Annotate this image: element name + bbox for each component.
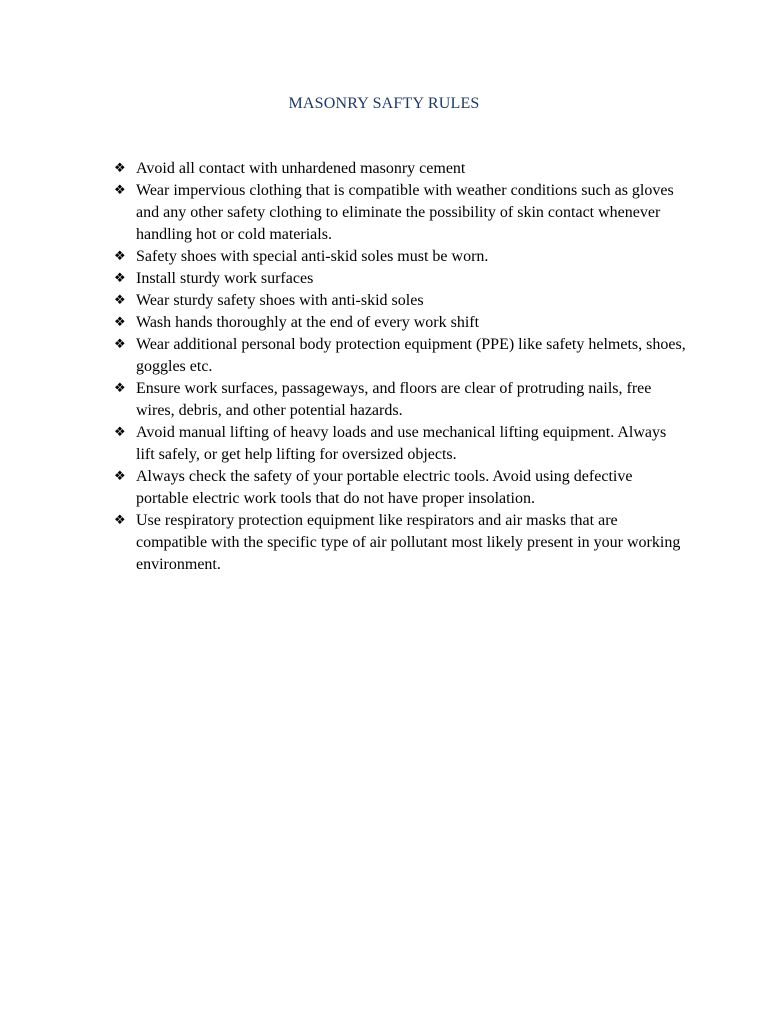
list-item — [114, 268, 686, 290]
list-item — [114, 334, 686, 378]
list-item — [114, 378, 686, 422]
diamond-bullet-icon: ❖ — [114, 337, 126, 352]
rule-text: Safety shoes with special anti-skid soles must be worn. — [136, 248, 489, 265]
rule-text: Wear additional personal body protection equipment (PPE) like safety helmets, shoes, goggles etc. — [136, 336, 686, 375]
rule-text: Wear sturdy safety shoes with anti-skid soles — [136, 292, 424, 309]
safety-rules-list — [114, 158, 686, 576]
diamond-bullet-icon: ❖ — [114, 381, 126, 396]
rule-text: Install sturdy work surfaces — [136, 270, 314, 287]
diamond-bullet-icon: ❖ — [114, 183, 126, 198]
list-item — [114, 290, 686, 312]
list-item — [114, 466, 686, 510]
diamond-bullet-icon: ❖ — [114, 425, 126, 440]
list-item — [114, 158, 686, 180]
rule-text: Avoid all contact with unhardened masonry cement — [136, 160, 466, 177]
rule-text: Wear impervious clothing that is compatible with weather conditions such as gloves and any other safety clothing to eliminate the possibility of skin contact whenever handling hot or cold materials. — [136, 182, 674, 243]
rule-text: Use respiratory protection equipment like respirators and air masks that are compatible with the specific type of air pollutant most likely present in your working environment. — [136, 512, 681, 573]
diamond-bullet-icon: ❖ — [114, 469, 126, 484]
rule-text: Avoid manual lifting of heavy loads and use mechanical lifting equipment. Always lift safely, or get help lifting for oversized objects. — [136, 424, 667, 463]
diamond-bullet-icon: ❖ — [114, 161, 126, 176]
list-item — [114, 510, 686, 576]
list-item — [114, 180, 686, 246]
list-item — [114, 312, 686, 334]
list-item — [114, 422, 686, 466]
diamond-bullet-icon: ❖ — [114, 293, 126, 308]
diamond-bullet-icon: ❖ — [114, 315, 126, 330]
diamond-bullet-icon: ❖ — [114, 249, 126, 264]
diamond-bullet-icon: ❖ — [114, 271, 126, 286]
rule-text: Wash hands thoroughly at the end of every work shift — [136, 314, 480, 331]
rule-text: Ensure work surfaces, passageways, and floors are clear of protruding nails, free wires, debris, and other potential hazards. — [136, 380, 652, 419]
list-item — [114, 246, 686, 268]
rule-text: Always check the safety of your portable electric tools. Avoid using defective portable electric work tools that do not have proper insolation. — [136, 468, 633, 507]
document-title: MASONRY SAFTY RULES — [288, 95, 480, 112]
diamond-bullet-icon: ❖ — [114, 513, 126, 528]
